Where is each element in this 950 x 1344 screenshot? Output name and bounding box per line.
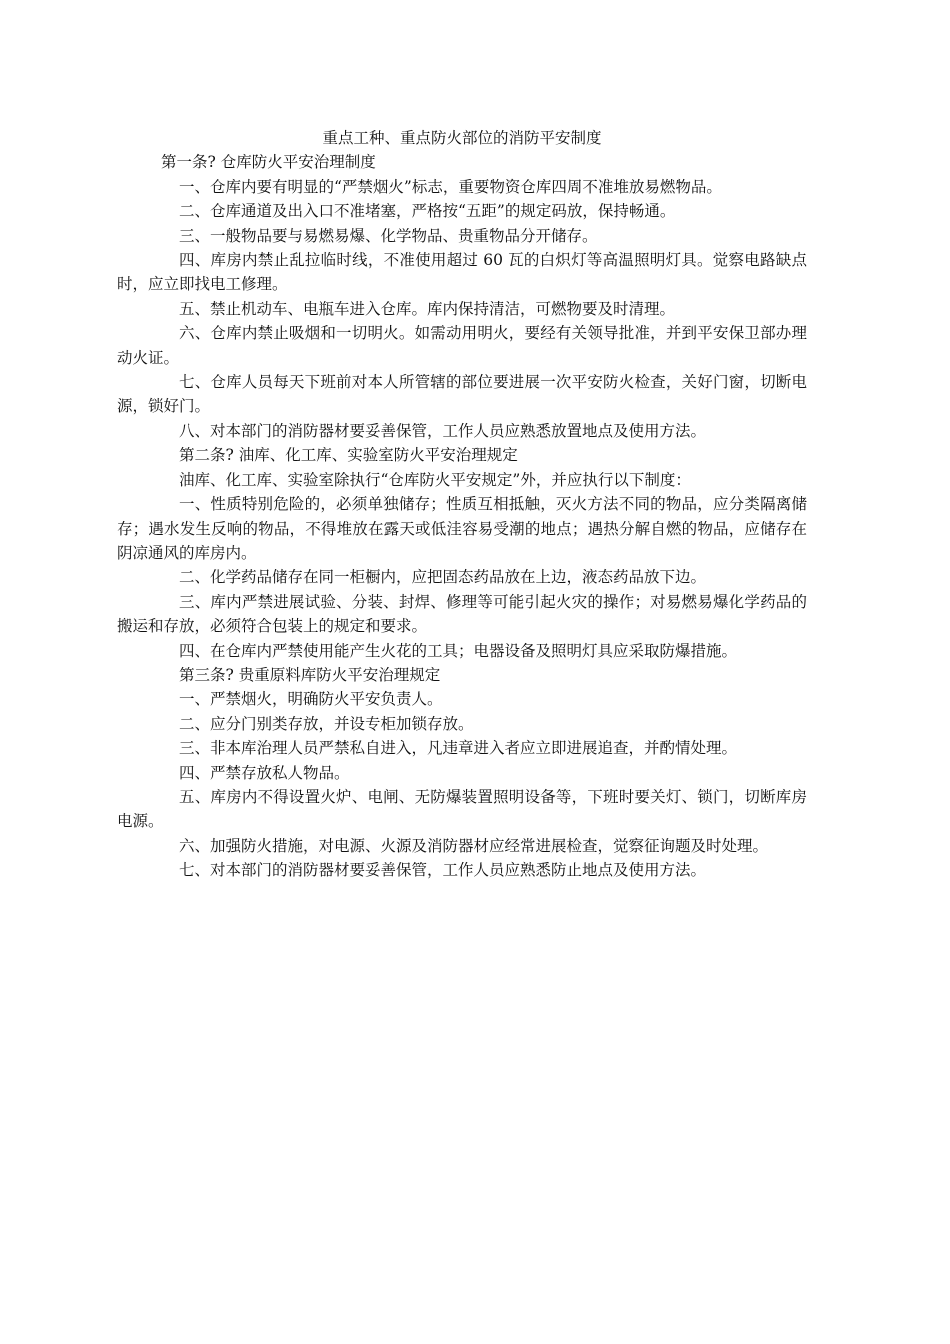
section-1-item-3: 三、一般物品要与易燃易爆、化学物品、贵重物品分开储存。 [179, 226, 598, 245]
section-1-item-2: 二、仓库通道及出入口不准堵塞，严格按“五距”的规定码放，保持畅通。 [179, 202, 676, 221]
section-1-item-5: 五、禁止机动车、电瓶车进入仓库。库内保持清洁，可燃物要及时清理。 [179, 299, 676, 318]
document-title: 重点工种、重点防火部位的消防平安制度 [322, 129, 602, 147]
section-3-item-3: 三、非本库治理人员严禁私自进入，凡违章进入者应立即进展追查，并酌情处理。 [179, 739, 738, 758]
section-3-item-6: 六、加强防火措施，对电源、火源及消防器材应经常进展检查，觉察征询题及时处理。 [179, 836, 769, 855]
section-2-item-2: 二、化学药品储存在同一柜橱内，应把固态药品放在上边，液态药品放下边。 [179, 568, 707, 587]
section-1-item-1: 一、仓库内要有明显的“严禁烟火”标志，重要物资仓库四周不准堆放易燃物品。 [179, 177, 722, 196]
section-3-item-7: 七、对本部门的消防器材要妥善保管，工作人员应熟悉防止地点及使用方法。 [179, 861, 707, 880]
document-body [117, 126, 807, 883]
section-1-item-4: 四、库房内禁止乱拉临时线，不准使用超过 60 瓦的白炽灯等高温照明灯具。觉察电路缺点时，应立即找电工修理。 [117, 251, 807, 294]
section-2-item-3: 三、库内严禁进展试验、分装、封焊、修理等可能引起火灾的操作；对易燃易爆化学药品的搬运和存放，必须符合包装上的规定和要求。 [117, 592, 807, 636]
section-2-intro: 油库、化工库、实验室除执行“仓库防火平安规定”外，并应执行以下制度： [179, 470, 691, 489]
section-2-item-1: 一、性质特别危险的，必须单独储存；性质互相抵触，灭火方法不同的物品，应分类隔离储存；遇水发生反响的物品，不得堆放在露天或低洼容易受潮的地点；遇热分解自燃的物品，应储存在阴凉通风的库房内。 [117, 495, 807, 562]
section-2-heading: 第二条? 油库、化工库、实验室防火平安治理规定 [179, 446, 518, 465]
section-1-item-7: 七、仓库人员每天下班前对本人所管辖的部位要进展一次平安防火检查，关好门窗，切断电源，锁好门。 [117, 373, 807, 416]
section-1-item-8: 八、对本部门的消防器材要妥善保管，工作人员应熟悉放置地点及使用方法。 [179, 421, 707, 440]
section-3-item-4: 四、严禁存放私人物品。 [179, 763, 350, 782]
section-3-item-5: 五、库房内不得设置火炉、电闸、无防爆装置照明设备等，下班时要关灯、锁门，切断库房电源。 [117, 787, 807, 831]
section-3-heading: 第三条? 贵重原料库防火平安治理规定 [179, 665, 441, 684]
section-3-item-2: 二、应分门别类存放，并设专柜加锁存放。 [179, 714, 474, 733]
section-2-item-4: 四、在仓库内严禁使用能产生火花的工具；电器设备及照明灯具应采取防爆措施。 [179, 641, 738, 660]
section-1-item-6: 六、仓库内禁止吸烟和一切明火。如需动用明火，要经有关领导批准，并到平安保卫部办理动火证。 [117, 324, 807, 367]
section-1-heading: 第一条? 仓库防火平安治理制度 [161, 153, 376, 172]
section-3-item-1: 一、严禁烟火，明确防火平安负责人。 [179, 690, 443, 709]
